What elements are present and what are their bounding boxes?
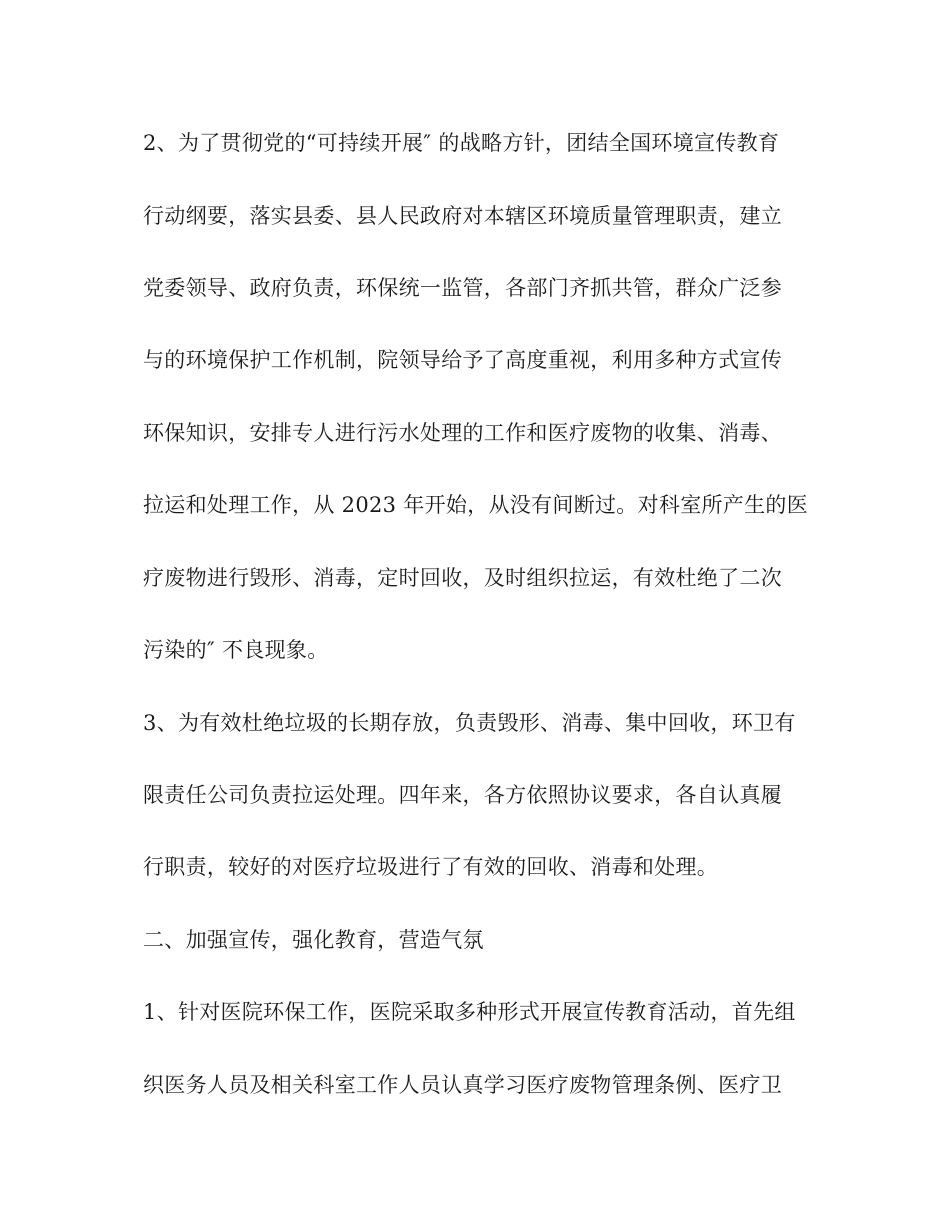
paragraph-line: 污染的″ 不良现象。 <box>143 638 329 662</box>
paragraph-line: 行动纲要，落实县委、县人民政府对本辖区环境质量管理职责，建立 <box>143 204 782 228</box>
section-heading: 二、加强宣传，强化教育，营造气氛 <box>143 928 484 952</box>
paragraph-line: 限责任公司负责拉运处理。四年来，各方依照协议要求，各自认真履 <box>143 783 782 807</box>
paragraph-line: 环保知识，安排专人进行污水处理的工作和医疗废物的收集、消毒、 <box>143 421 782 445</box>
paragraph-line: 拉运和处理工作，从 2023 年开始，从没有间断过。对科室所产生的医 <box>143 493 808 517</box>
paragraph-line: 织医务人员及相关科室工作人员认真学习医疗废物管理条例、医疗卫 <box>143 1073 782 1097</box>
paragraph-line: 3、为有效杜绝垃圾的长期存放，负责毁形、消毒、集中回收，环卫有 <box>143 711 796 735</box>
paragraph-line: 与的环境保护工作机制，院领导给予了高度重视，利用多种方式宣传 <box>143 348 782 372</box>
paragraph-line: 2、为了贯彻党的“可持续开展″ 的战略方针，团结全国环境宣传教育 <box>143 131 780 155</box>
paragraph-line: 1、针对医院环保工作，医院采取多种形式开展宣传教育活动，首先组 <box>143 1000 796 1024</box>
paragraph-line: 行职责，较好的对医疗垃圾进行了有效的回收、消毒和处理。 <box>143 855 719 879</box>
paragraph-line: 疗废物进行毁形、消毒，定时回收，及时组织拉运，有效杜绝了二次 <box>143 566 782 590</box>
paragraph-line: 党委领导、政府负责，环保统一监管，各部门齐抓共管，群众广泛参 <box>143 276 782 300</box>
